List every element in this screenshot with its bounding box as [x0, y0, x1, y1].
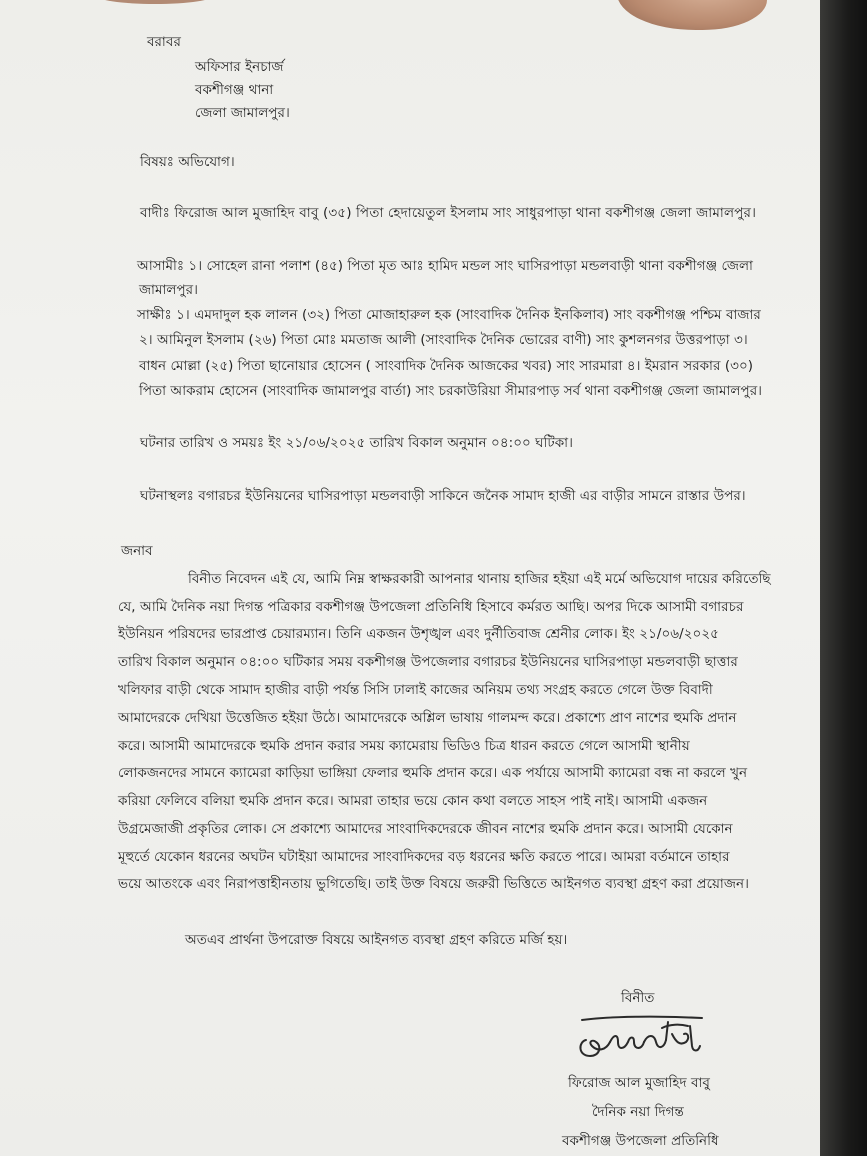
sender-name: ফিরোজ আল মুজাহিদ বাবু: [568, 1076, 710, 1091]
body-line: আমাদেরকে দেখিয়া উত্তেজিত হইয়া উঠে। আমাদেরকে অশ্লিল ভাষায় গালমন্দ করে। প্রকাশ্যে প্রাণ নাশের হুমকি প্রদান: [118, 711, 737, 726]
body-line: লোকজনদের সামনে ক্যামেরা কাড়িয়া ভাঙ্গিয়া ফেলার হুমকি প্রদান করে। এক পর্যায়ে আসামী ক্যামেরা বন্ধ না করলে খুন: [118, 766, 748, 781]
addressee-to: বরাবর: [147, 35, 181, 50]
signature-drawing: [572, 1012, 722, 1068]
incident-place: ঘটনাস্থলঃ বগারচর ইউনিয়নের ঘাসিরপাড়া মন্ডলবাড়ী সাকিনে জনৈক সামাদ হাজী এর বাড়ীর সামনে রাস্তার উপর।: [140, 489, 746, 504]
sender-role: বকশীগঞ্জ উপজেলা প্রতিনিধি: [562, 1134, 719, 1149]
sender-org: দৈনিক নয়া দিগন্ত: [592, 1105, 684, 1120]
body-line: ইউনিয়ন পরিষদের ভারপ্রাপ্ত চেয়ারম্যান। তিনি একজন উশৃঙ্খল এবং দুর্নীতিবাজ শ্রেনীর লোক। ইং ২১/০৬/২০২৫: [118, 627, 719, 642]
body-line: করিয়া ফেলিবে বলিয়া হুমকি প্রদান করে। আমরা তাহার ভয়ে কোন কথা বলতে সাহস পাই নাই। আসামী একজন: [118, 794, 708, 809]
witness-line-2: ২। আমিনুল ইসলাম (২৬) পিতা মোঃ মমতাজ আলী (সাংবাদিক দৈনিক ভোরের বাণী) সাং কুশলনগর উত্তরপাড়া ৩।: [139, 333, 748, 348]
plaintiff-line: বাদীঃ ফিরোজ আল মুজাহিদ বাবু (৩৫) পিতা হেদায়েতুল ইসলাম সাং সাধুরপাড়া থানা বকশীগঞ্জ জেলা জামালপুর।: [140, 205, 757, 221]
addressee-line1: অফিসার ইনচার্জ: [195, 60, 284, 75]
subject-line: বিষয়ঃ অভিযোগ।: [140, 155, 235, 170]
background-edge: [820, 0, 867, 1156]
body-line: বিনীত নিবেদন এই যে, আমি নিম্ন স্বাক্ষরকারী আপনার থানায় হাজির হইয়া এই মর্মে অভিযোগ দায়ের করিতেছি: [188, 572, 771, 587]
body-line: যে, আমি দৈনিক নয়া দিগন্ত পত্রিকার বকশীগঞ্জ উপজেলা প্রতিনিধি হিসাবে কর্মরত আছি। অপর দিকে আসামী বগারচর: [118, 600, 744, 615]
handwritten-signature: [572, 1012, 722, 1068]
salutation: জনাব: [121, 544, 153, 559]
body-line: ভয়ে আতংকে এবং নিরাপত্তাহীনতায় ভুগিতেছি। তাই উক্ত বিষয়ে জরুরী ভিত্তিতে আইনগত ব্যবস্থা গ্রহণ করা প্রয়োজন।: [118, 877, 749, 892]
witness-line-1: সাক্ষীঃ ১। এমদাদুল হক লালন (৩২) পিতা মোজাহারুল হক (সাংবাদিক দৈনিক ইনকিলাব) সাং বকশীগঞ্জ পশ্চিম বাজার: [137, 308, 761, 323]
accused-line-2: জামালপুর।: [139, 283, 199, 298]
body-line: মূহুর্তে যেকোন ধরনের অঘটন ঘটাইয়া আমাদের সাংবাদিকদের বড় ধরনের ক্ষতি করতে পারে। আমরা বর্তমানে তাহার: [118, 850, 730, 865]
accused-line-1: আসামীঃ ১। সোহেল রানা পলাশ (৪৫) পিতা মৃত আঃ হামিদ মন্ডল সাং ঘাসিরপাড়া মন্ডলবাড়ী থানা বকশীগঞ্জ জেলা: [137, 259, 753, 274]
incident-time: ঘটনার তারিখ ও সময়ঃ ইং ২১/০৬/২০২৫ তারিখ বিকাল অনুমান ০৪:০০ ঘটিকা।: [140, 436, 574, 451]
body-line: তারিখ বিকাল অনুমান ০৪:০০ ঘটিকার সময় বকশীগঞ্জ উপজেলার বগারচর ইউনিয়নের ঘাসিরপাড়া মন্ডলবাড়ী ছাত্তার: [118, 655, 738, 670]
body-line: খলিফার বাড়ী থেকে সামাদ হাজীর বাড়ী পর্যন্ত সিসি ঢালাই কাজের অনিয়ম তথ্য সংগ্রহ করতে গেলে উক্ত বিবাদী: [118, 683, 713, 698]
closing-line: অতএব প্রার্থনা উপরোক্ত বিষয়ে আইনগত ব্যবস্থা গ্রহণ করিতে মর্জি হয়।: [185, 933, 568, 948]
body-line: উগ্রমেজাজী প্রকৃতির লোক। সে প্রকাশ্যে আমাদের সাংবাদিকদেরকে জীবন নাশের হুমকি প্রদান করে। আসামী যেকোন: [118, 822, 733, 837]
signoff: বিনীত: [621, 991, 655, 1006]
finger-top-left: [95, 0, 215, 4]
addressee-line2: বকশীগঞ্জ থানা: [195, 83, 274, 98]
witness-line-4: পিতা আকরাম হোসেন (সাংবাদিক জামালপুর বার্তা) সাং চরকাউরিয়া সীমারপাড় সর্ব থানা বকশীগঞ্জ জেলা জামালপুর।: [139, 384, 763, 399]
addressee-line3: জেলা জামালপুর।: [195, 106, 290, 121]
body-line: করে। আসামী আমাদেরকে হুমকি প্রদান করার সময় ক্যামেরায় ভিডিও চিত্র ধারন করতে গেলে আসামী স্থানীয়: [118, 739, 690, 754]
witness-line-3: বাধন মোল্লা (২৫) পিতা ছানোয়ার হোসেন ( সাংবাদিক দৈনিক আজকের খবর) সাং সারমারা ৪। ইমরান সরকার (৩০): [139, 359, 754, 374]
